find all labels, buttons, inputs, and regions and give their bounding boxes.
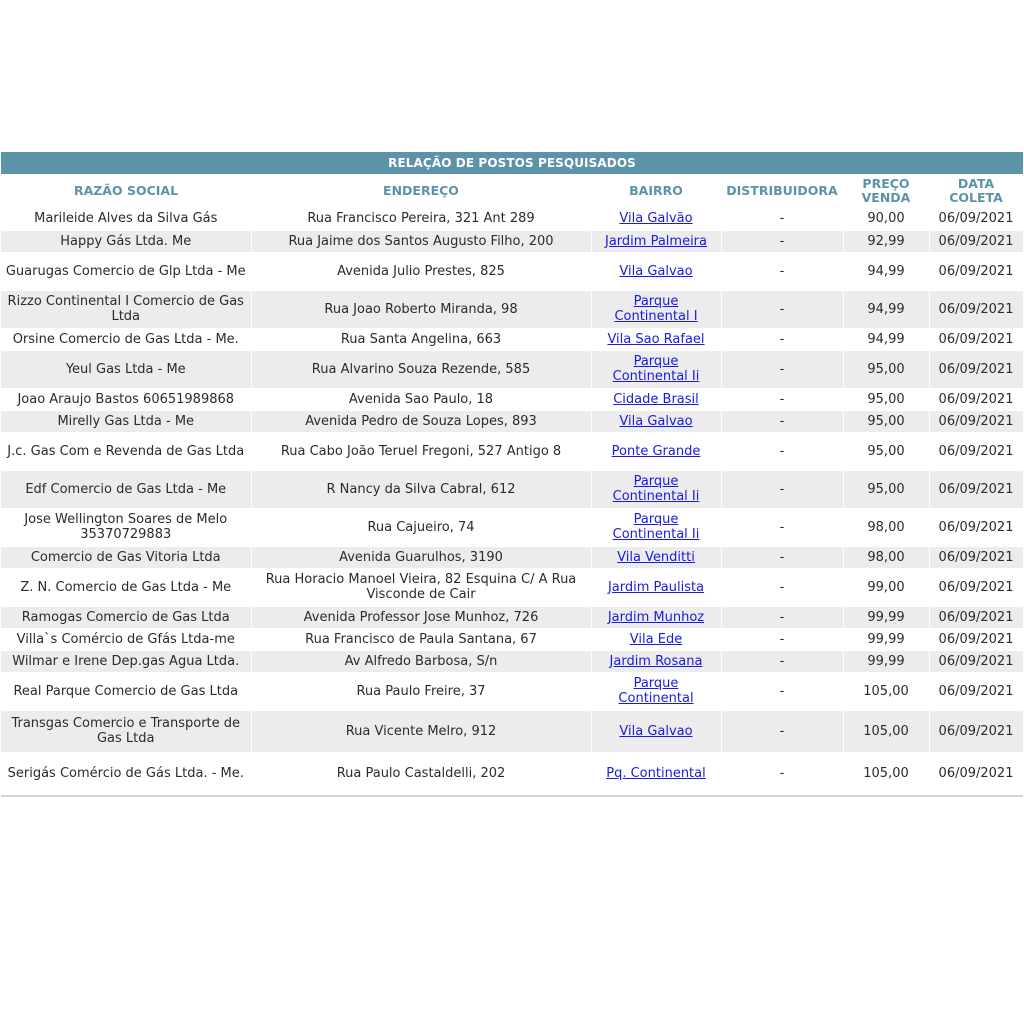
cell-endereco: Rua Cajueiro, 74 <box>251 508 591 546</box>
cell-distribuidora: - <box>721 508 843 546</box>
cell-distribuidora: - <box>721 290 843 328</box>
cell-bairro <box>591 546 721 568</box>
column-header-data-line1: DATA <box>957 176 995 191</box>
table-row <box>1 410 1023 432</box>
cell-bairro <box>591 628 721 650</box>
cell-data-coleta: 06/09/2021 <box>929 546 1023 568</box>
cell-data-coleta: 06/09/2021 <box>929 208 1023 230</box>
cell-endereco: Rua Alvarino Souza Rezende, 585 <box>251 350 591 388</box>
cell-preco-venda: 94,99 <box>843 328 929 350</box>
cell-bairro <box>591 230 721 252</box>
cell-razao-social: Transgas Comercio e Transporte de Gas Ltda <box>1 710 251 752</box>
table-row <box>1 628 1023 650</box>
cell-razao-social: Happy Gás Ltda. Me <box>1 230 251 252</box>
stations-table <box>1 152 1024 795</box>
cell-endereco: Rua Francisco Pereira, 321 Ant 289 <box>251 208 591 230</box>
table-row <box>1 290 1023 328</box>
cell-endereco: Rua Paulo Castaldelli, 202 <box>251 752 591 794</box>
column-header-distribuidora: DISTRIBUIDORA <box>721 174 843 208</box>
table-row <box>1 752 1023 794</box>
table-bottom-border <box>1 795 1023 797</box>
cell-endereco: Rua Santa Angelina, 663 <box>251 328 591 350</box>
cell-endereco: Rua Horacio Manoel Vieira, 82 Esquina C/ A Rua Visconde de Cair <box>251 568 591 606</box>
cell-preco-venda: 95,00 <box>843 388 929 410</box>
cell-bairro <box>591 388 721 410</box>
table-row <box>1 650 1023 672</box>
cell-razao-social: Z. N. Comercio de Gas Ltda - Me <box>1 568 251 606</box>
cell-preco-venda: 98,00 <box>843 546 929 568</box>
cell-distribuidora: - <box>721 208 843 230</box>
table-banner: RELAÇÃO DE POSTOS PESQUISADOS <box>1 152 1023 174</box>
cell-razao-social: Jose Wellington Soares de Melo 35370729883 <box>1 508 251 546</box>
cell-bairro <box>591 672 721 710</box>
cell-distribuidora: - <box>721 252 843 290</box>
cell-data-coleta: 06/09/2021 <box>929 752 1023 794</box>
cell-distribuidora: - <box>721 230 843 252</box>
cell-razao-social: Comercio de Gas Vitoria Ltda <box>1 546 251 568</box>
cell-bairro <box>591 432 721 470</box>
cell-bairro <box>591 410 721 432</box>
bairro-link[interactable]: Vila Galvao <box>619 723 693 739</box>
cell-distribuidora: - <box>721 568 843 606</box>
cell-data-coleta: 06/09/2021 <box>929 606 1023 628</box>
cell-preco-venda: 95,00 <box>843 470 929 508</box>
bairro-link[interactable]: Jardim Palmeira <box>605 233 707 249</box>
bairro-link[interactable]: Vila Ede <box>629 631 683 647</box>
cell-distribuidora: - <box>721 388 843 410</box>
cell-razao-social: Wilmar e Irene Dep.gas Agua Ltda. <box>1 650 251 672</box>
cell-preco-venda: 99,99 <box>843 650 929 672</box>
cell-bairro <box>591 252 721 290</box>
cell-bairro <box>591 508 721 546</box>
cell-data-coleta: 06/09/2021 <box>929 470 1023 508</box>
table-banner-row <box>1 152 1023 174</box>
bairro-link[interactable]: Parque Continental Ii <box>612 474 700 504</box>
cell-razao-social: Edf Comercio de Gas Ltda - Me <box>1 470 251 508</box>
cell-preco-venda: 105,00 <box>843 672 929 710</box>
cell-endereco: Rua Paulo Freire, 37 <box>251 672 591 710</box>
column-header-bairro: BAIRRO <box>591 174 721 208</box>
cell-distribuidora: - <box>721 752 843 794</box>
bairro-link[interactable]: Pq. Continental <box>606 765 706 781</box>
bairro-link[interactable]: Ponte Grande <box>611 443 701 459</box>
cell-data-coleta: 06/09/2021 <box>929 230 1023 252</box>
cell-data-coleta: 06/09/2021 <box>929 388 1023 410</box>
table-row <box>1 470 1023 508</box>
cell-distribuidora: - <box>721 432 843 470</box>
cell-endereco: Rua Vicente Melro, 912 <box>251 710 591 752</box>
cell-distribuidora: - <box>721 410 843 432</box>
cell-razao-social: Joao Araujo Bastos 60651989868 <box>1 388 251 410</box>
cell-preco-venda: 90,00 <box>843 208 929 230</box>
table-body <box>1 208 1023 794</box>
bairro-link[interactable]: Vila Galvão <box>619 211 693 227</box>
column-header-preco-line2: VENDA <box>861 190 911 205</box>
bairro-link[interactable]: Vila Venditti <box>617 549 695 565</box>
cell-preco-venda: 99,99 <box>843 606 929 628</box>
cell-bairro <box>591 328 721 350</box>
table-row <box>1 252 1023 290</box>
column-header-endereco: ENDEREÇO <box>251 174 591 208</box>
cell-data-coleta: 06/09/2021 <box>929 568 1023 606</box>
table-row <box>1 388 1023 410</box>
cell-bairro <box>591 470 721 508</box>
cell-razao-social: J.c. Gas Com e Revenda de Gas Ltda <box>1 432 251 470</box>
cell-endereco: Rua Cabo João Teruel Fregoni, 527 Antigo 8 <box>251 432 591 470</box>
cell-razao-social: Guarugas Comercio de Glp Ltda - Me <box>1 252 251 290</box>
cell-bairro <box>591 606 721 628</box>
cell-endereco: Rua Joao Roberto Miranda, 98 <box>251 290 591 328</box>
cell-preco-venda: 99,99 <box>843 628 929 650</box>
cell-endereco: Avenida Professor Jose Munhoz, 726 <box>251 606 591 628</box>
cell-razao-social: Orsine Comercio de Gas Ltda - Me. <box>1 328 251 350</box>
table-row <box>1 432 1023 470</box>
cell-data-coleta: 06/09/2021 <box>929 350 1023 388</box>
cell-razao-social: Ramogas Comercio de Gas Ltda <box>1 606 251 628</box>
cell-razao-social: Villa`s Comércio de Gfás Ltda-me <box>1 628 251 650</box>
cell-razao-social: Serigás Comércio de Gás Ltda. - Me. <box>1 752 251 794</box>
cell-distribuidora: - <box>721 546 843 568</box>
column-header-data-line2: COLETA <box>949 190 1003 205</box>
cell-bairro <box>591 710 721 752</box>
column-header-row <box>1 174 1023 208</box>
cell-data-coleta: 06/09/2021 <box>929 252 1023 290</box>
bairro-link[interactable]: Parque Continental I <box>614 294 698 324</box>
cell-razao-social: Yeul Gas Ltda - Me <box>1 350 251 388</box>
column-header-data-coleta <box>929 174 1023 208</box>
cell-preco-venda: 95,00 <box>843 410 929 432</box>
table-row <box>1 208 1023 230</box>
cell-distribuidora: - <box>721 650 843 672</box>
cell-distribuidora: - <box>721 328 843 350</box>
bairro-link[interactable]: Parque Continental Ii <box>612 512 700 542</box>
cell-distribuidora: - <box>721 628 843 650</box>
cell-distribuidora: - <box>721 710 843 752</box>
cell-bairro <box>591 752 721 794</box>
bairro-link[interactable]: Parque Continental Ii <box>612 354 700 384</box>
cell-endereco: Rua Francisco de Paula Santana, 67 <box>251 628 591 650</box>
cell-bairro <box>591 208 721 230</box>
cell-data-coleta: 06/09/2021 <box>929 672 1023 710</box>
table-row <box>1 508 1023 546</box>
table-row <box>1 230 1023 252</box>
stations-table-container <box>1 152 1023 797</box>
table-row <box>1 350 1023 388</box>
cell-data-coleta: 06/09/2021 <box>929 650 1023 672</box>
cell-preco-venda: 105,00 <box>843 752 929 794</box>
cell-preco-venda: 98,00 <box>843 508 929 546</box>
cell-bairro <box>591 568 721 606</box>
bairro-link[interactable]: Vila Galvao <box>619 263 693 279</box>
cell-endereco: Rua Jaime dos Santos Augusto Filho, 200 <box>251 230 591 252</box>
cell-razao-social: Mirelly Gas Ltda - Me <box>1 410 251 432</box>
cell-distribuidora: - <box>721 350 843 388</box>
bairro-link[interactable]: Jardim Paulista <box>607 579 705 595</box>
table-row <box>1 606 1023 628</box>
cell-preco-venda: 105,00 <box>843 710 929 752</box>
column-header-razao-social: RAZÃO SOCIAL <box>1 174 251 208</box>
bairro-link[interactable]: Cidade Brasil <box>613 391 699 407</box>
cell-endereco: Avenida Julio Prestes, 825 <box>251 252 591 290</box>
table-row <box>1 672 1023 710</box>
cell-endereco: Avenida Guarulhos, 3190 <box>251 546 591 568</box>
cell-razao-social: Real Parque Comercio de Gas Ltda <box>1 672 251 710</box>
cell-distribuidora: - <box>721 606 843 628</box>
table-row <box>1 710 1023 752</box>
cell-endereco: R Nancy da Silva Cabral, 612 <box>251 470 591 508</box>
cell-data-coleta: 06/09/2021 <box>929 290 1023 328</box>
cell-endereco: Avenida Sao Paulo, 18 <box>251 388 591 410</box>
cell-distribuidora: - <box>721 672 843 710</box>
column-header-preco-venda <box>843 174 929 208</box>
cell-preco-venda: 94,99 <box>843 290 929 328</box>
table-row <box>1 546 1023 568</box>
cell-razao-social: Marileide Alves da Silva Gás <box>1 208 251 230</box>
bairro-link[interactable]: Jardim Rosana <box>609 653 703 669</box>
cell-razao-social: Rizzo Continental I Comercio de Gas Ltda <box>1 290 251 328</box>
cell-endereco: Avenida Pedro de Souza Lopes, 893 <box>251 410 591 432</box>
cell-data-coleta: 06/09/2021 <box>929 710 1023 752</box>
table-row <box>1 328 1023 350</box>
cell-preco-venda: 94,99 <box>843 252 929 290</box>
cell-bairro <box>591 650 721 672</box>
cell-data-coleta: 06/09/2021 <box>929 508 1023 546</box>
cell-endereco: Av Alfredo Barbosa, S/n <box>251 650 591 672</box>
cell-bairro <box>591 350 721 388</box>
cell-preco-venda: 92,99 <box>843 230 929 252</box>
cell-preco-venda: 99,00 <box>843 568 929 606</box>
cell-data-coleta: 06/09/2021 <box>929 628 1023 650</box>
bairro-link[interactable]: Jardim Munhoz <box>607 609 705 625</box>
cell-data-coleta: 06/09/2021 <box>929 410 1023 432</box>
cell-preco-venda: 95,00 <box>843 350 929 388</box>
cell-data-coleta: 06/09/2021 <box>929 432 1023 470</box>
table-row <box>1 568 1023 606</box>
bairro-link[interactable]: Parque Continental <box>618 676 694 706</box>
cell-distribuidora: - <box>721 470 843 508</box>
cell-data-coleta: 06/09/2021 <box>929 328 1023 350</box>
cell-bairro <box>591 290 721 328</box>
bairro-link[interactable]: Vila Sao Rafael <box>607 331 705 347</box>
bairro-link[interactable]: Vila Galvao <box>619 413 693 429</box>
cell-preco-venda: 95,00 <box>843 432 929 470</box>
column-header-preco-line1: PREÇO <box>862 176 910 191</box>
